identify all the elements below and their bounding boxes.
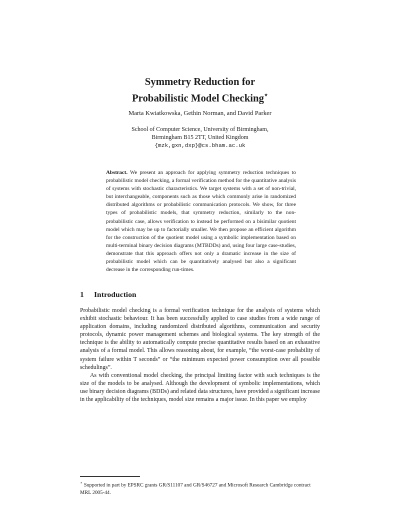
section-heading bbox=[80, 290, 136, 299]
affiliation-line-1: School of Computer Science, University of Birmingham, bbox=[131, 127, 269, 133]
footnote bbox=[80, 479, 320, 497]
abstract bbox=[106, 169, 296, 274]
section-title: Introduction bbox=[94, 290, 137, 299]
section-number: 1 bbox=[80, 290, 84, 299]
abstract-label: Abstract. bbox=[106, 170, 128, 176]
body-paragraph-1: Probabilistic model checking is a formal verification technique for the analysis of systems which exhibit stochastic behaviour. It has been successfully applied to case studies from a wide range of application domains, including randomized distributed algorithms, communication and security protocols, dynamic power management schemes and biological systems. The key strength of the technique is the ability to automatically compute precise quantitative results based on an exhaustive analysis of a formal model. This allows reasoning about, for example, “the worst-case probability of system failure within T seconds” or “the minimum expected power consumption over all possible schedulings”. bbox=[80, 308, 320, 371]
title-line-2-text: Probabilistic Model Checking bbox=[131, 93, 264, 105]
author-email: {mzk,gxn,dxp}@cs.bham.ac.uk bbox=[154, 142, 246, 149]
introduction-body bbox=[80, 307, 320, 404]
title-line-1: Symmetry Reduction for bbox=[144, 77, 256, 88]
body-paragraph-2: As with conventional model checking, the principal limiting factor with such techniques is the size of the models to be analysed. Although the development of symbolic implementations, which use binary decision diagrams (BDDs) and related data structures, have provided a significant increase in the applicability of the techniques, model size remains a major issue. In this paper we employ bbox=[80, 372, 320, 404]
affiliation-line-2: Birmingham B15 2TT, United Kingdom bbox=[151, 135, 249, 141]
title-footnote-mark: ⋆ bbox=[263, 92, 269, 99]
footnote-rule bbox=[80, 476, 140, 477]
footnote-mark: ⋆ bbox=[80, 480, 83, 485]
author-list: Marta Kwiatkowska, Gethin Norman, and David Parker bbox=[128, 110, 272, 117]
abstract-text: We present an approach for applying symmetry reduction techniques to probabilistic model checking, a formal verification method for the quantitative analysis of systems with stochastic characteristics. We target systems with a set of non-trivial, but interchangeable, components such as those which commonly arise in randomized distributed algorithms or probabilistic communication protocols. We show, for three types of probabilistic models, that symmetry reduction, similarly to the non-probabilistic case, allows verification to instead be performed on a bisimilar quotient model which may be up to factorially smaller. We then propose an efficient algorithm for the construction of the quotient model using a symbolic implementation based on multi-terminal binary decision diagrams (MTBDDs) and, using four large case-studies, demonstrate that this approach offers not only a dramatic increase in the size of probabilistic model which can be quantitatively analysed but also a significant decrease in the corresponding run-times. bbox=[106, 170, 296, 274]
paper-title bbox=[0, 76, 400, 105]
title-line-2 bbox=[0, 89, 400, 105]
affiliation bbox=[0, 126, 400, 150]
footnote-text: Supported in part by EPSRC grants GR/S11107 and GR/S46727 and Microsoft Research Cambridge contract MRL 2005-44. bbox=[80, 482, 311, 496]
